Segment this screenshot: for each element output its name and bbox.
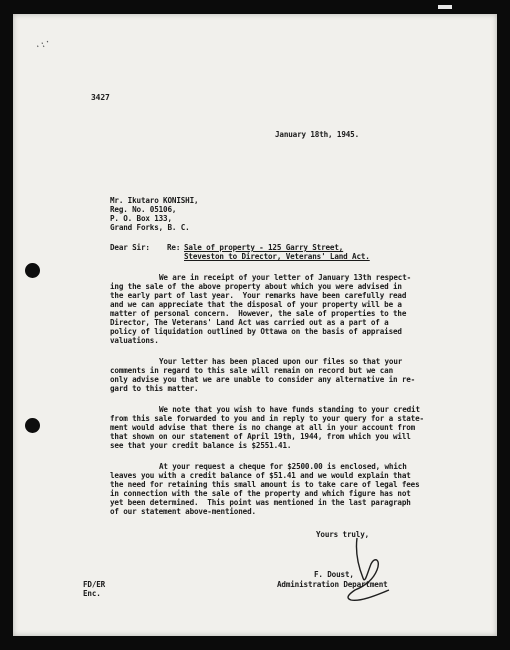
punch-hole <box>25 263 40 278</box>
body-line: At your request a cheque for $2500.00 is enclosed, which <box>159 462 407 471</box>
body-line: yet been determined. This point was mentioned in the last paragraph <box>110 498 411 507</box>
body-line: Director, The Veterans' Land Act was carried out as a part of a <box>110 318 389 327</box>
file-number: 3427 <box>91 93 110 102</box>
addressee-line: Mr. Ikutaro KONISHI, <box>110 196 199 205</box>
subject-line: Sale of property - 125 Garry Street, <box>184 243 344 252</box>
signer-title: Administration Department <box>277 580 388 589</box>
subject-line: Steveston to Director, Veterans' Land Act. <box>184 252 370 261</box>
punch-hole <box>25 418 40 433</box>
body-line: ment would advise that there is no change at all in your account from <box>110 423 416 432</box>
salutation: Dear Sir: <box>110 243 150 252</box>
signer-name: F. Doust, <box>314 570 354 579</box>
body-line: in connection with the sale of the property and which figure has not <box>110 489 411 498</box>
body-line: Your letter has been placed upon our files so that your <box>159 357 403 366</box>
body-line: leaves you with a credit balance of $51.41 and we would explain that <box>110 471 411 480</box>
addressee-line: Reg. No. 05106, <box>110 205 177 214</box>
typist-initials: FD/ER <box>83 580 106 589</box>
addressee-line: Grand Forks, B. C. <box>110 223 190 232</box>
re-label: Re: <box>167 243 181 252</box>
body-line: gard to this matter. <box>110 384 199 393</box>
letter-page <box>13 14 497 636</box>
body-line: policy of liquidation outlined by Ottawa on the basis of appraised <box>110 327 402 336</box>
body-line: only advise you that we are unable to consider any alternative in re- <box>110 375 416 384</box>
body-line: that shown on our statement of April 19th, 1944, from which you will <box>110 432 411 441</box>
body-line: see that your credit balance is $2551.41. <box>110 441 292 450</box>
body-line: matter of personal concern. However, the sale of properties to the <box>110 309 407 318</box>
letter-date: January 18th, 1945. <box>275 130 360 139</box>
body-line: of our statement above-mentioned. <box>110 507 256 516</box>
addressee-line: P. O. Box 133, <box>110 214 172 223</box>
enclosure-note: Enc. <box>83 589 101 598</box>
body-line: We note that you wish to have funds standing to your credit <box>159 405 420 414</box>
scan-speck: ·:· <box>33 37 53 53</box>
body-line: the early part of last year. Your remarks have been carefully read <box>110 291 407 300</box>
corner-tab <box>438 5 452 9</box>
closing: Yours truly, <box>316 530 370 539</box>
body-line: and we can appreciate that the disposal of your property will be a <box>110 300 402 309</box>
signature <box>343 534 403 604</box>
body-line: from this sale forwarded to you and in reply to your query for a state- <box>110 414 424 423</box>
body-line: comments in regard to this sale will remain on record but we can <box>110 366 393 375</box>
body-line: valuations. <box>110 336 159 345</box>
body-line: the need for retaining this small amount is to take care of legal fees <box>110 480 420 489</box>
body-line: We are in receipt of your letter of January 13th respect- <box>159 273 412 282</box>
body-line: ing the sale of the above property about which you were advised in <box>110 282 402 291</box>
